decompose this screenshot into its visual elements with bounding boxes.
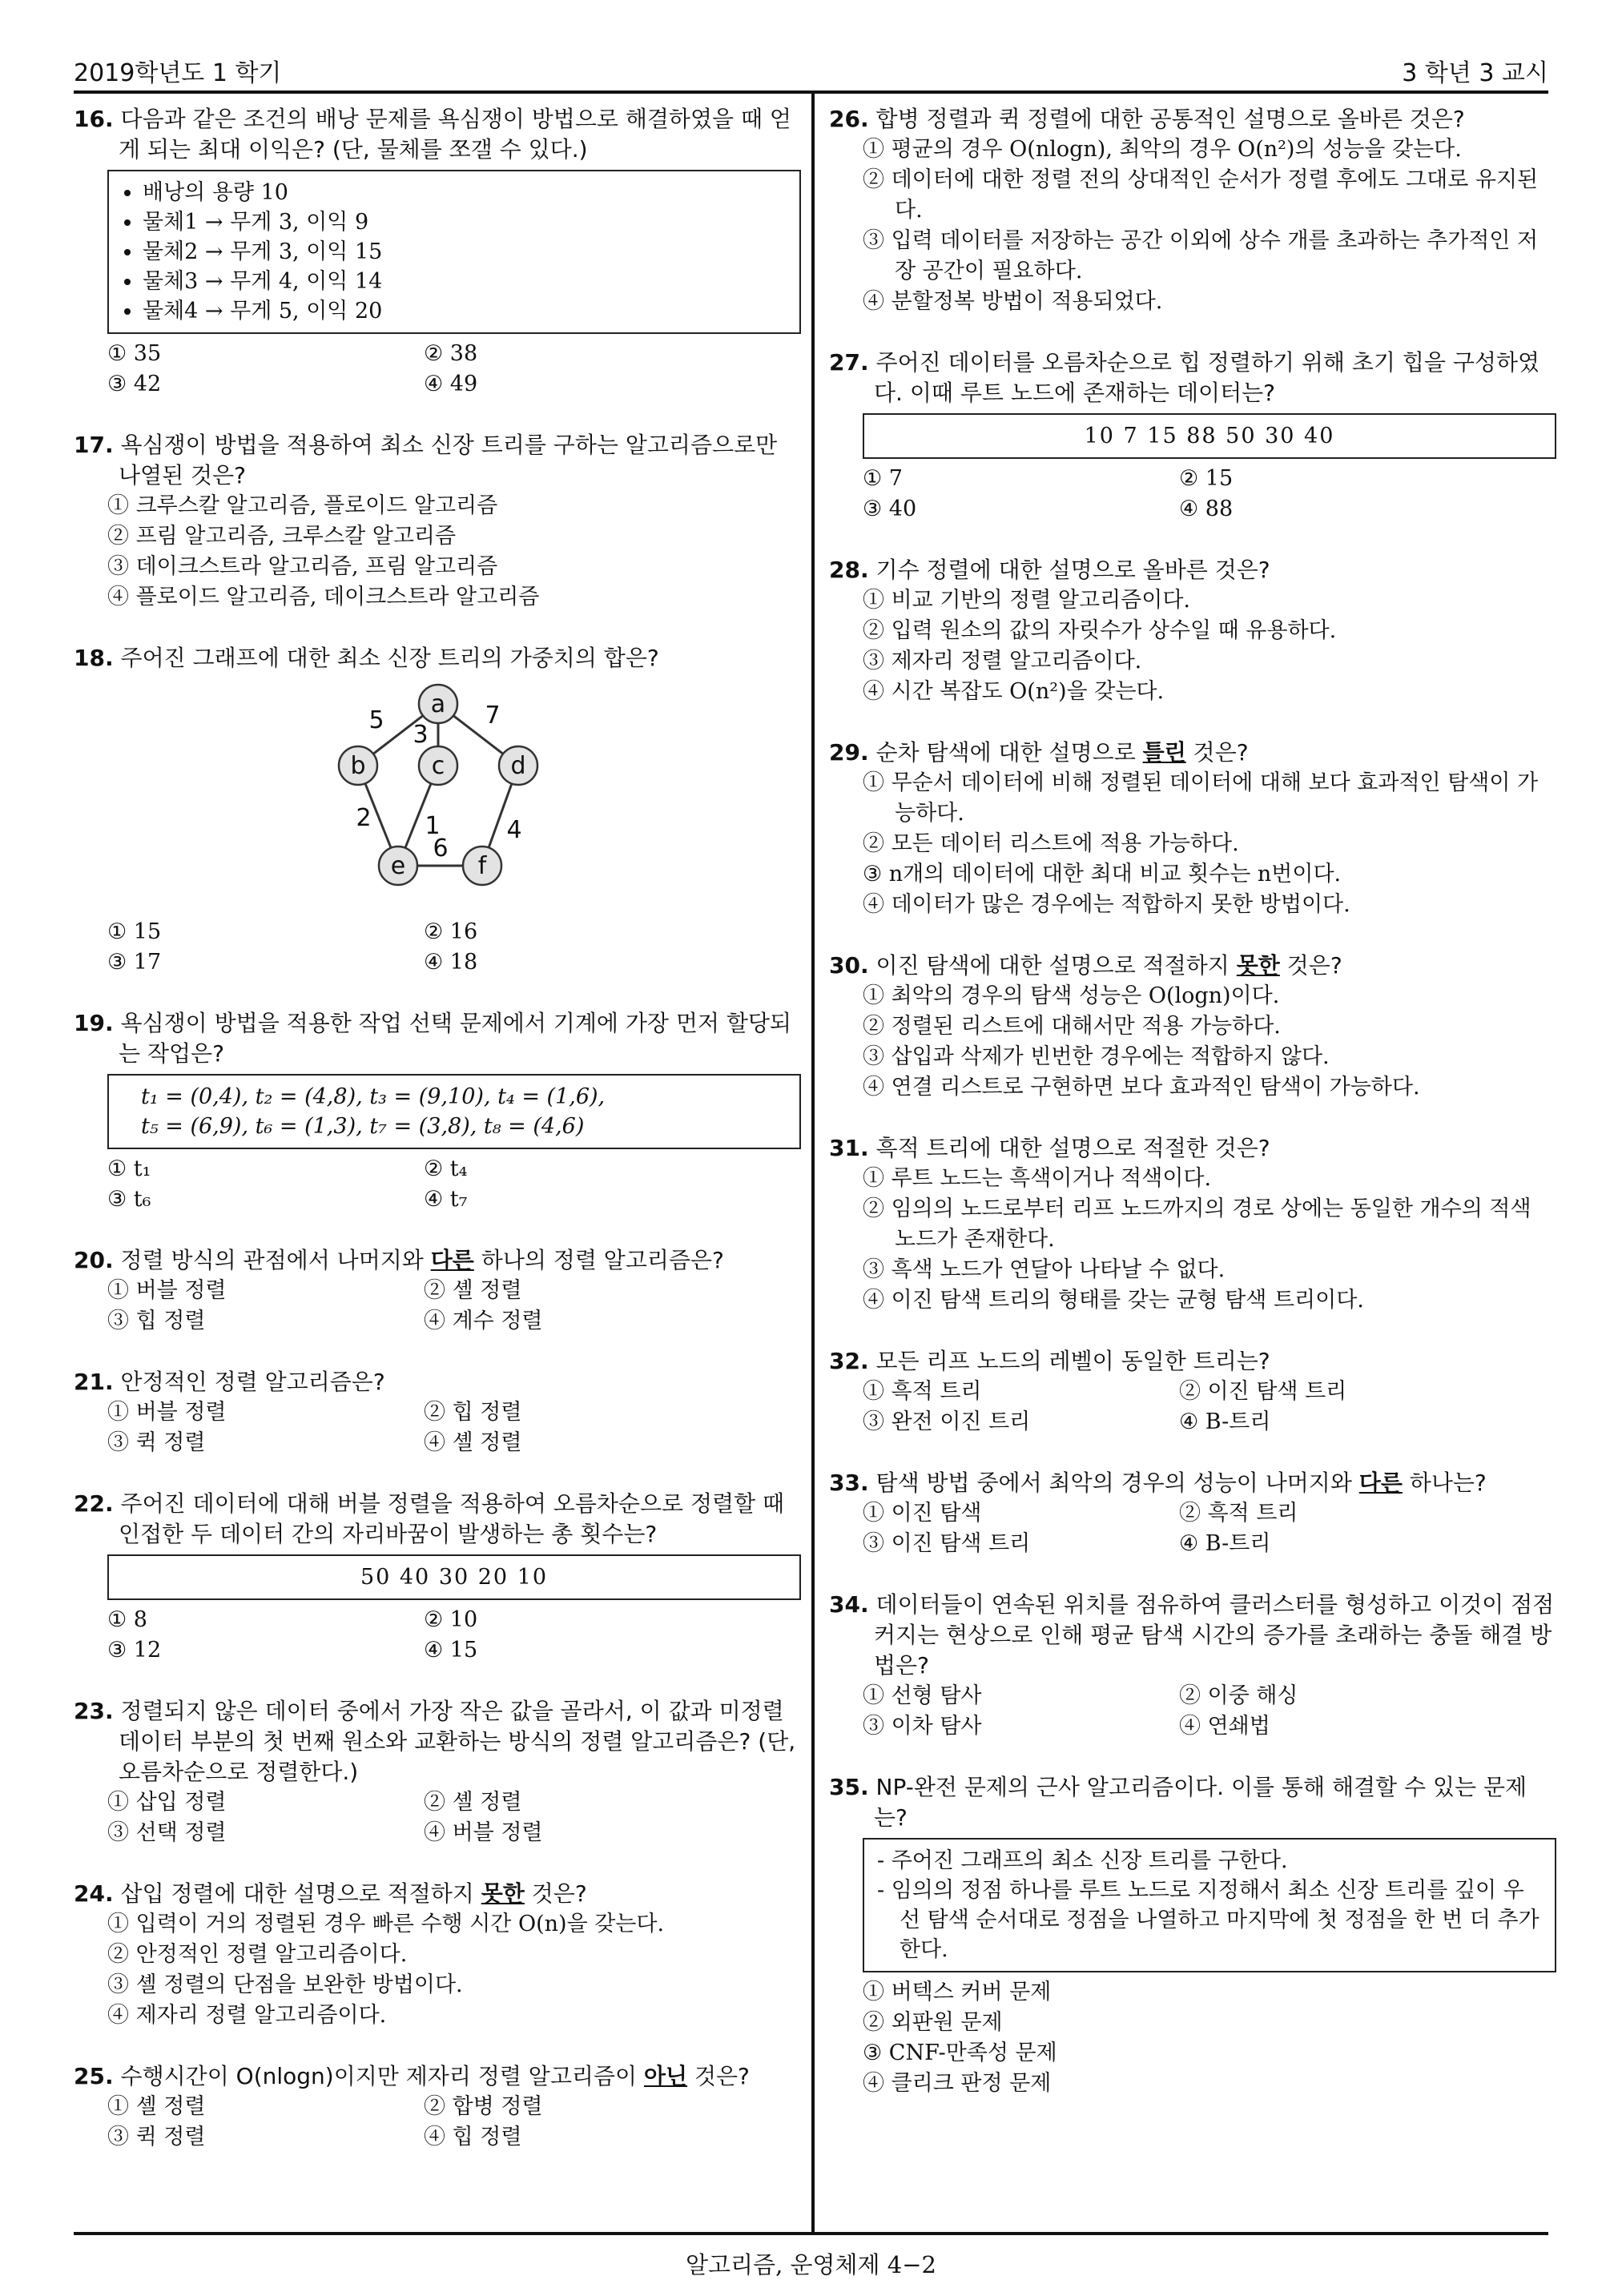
task-list-box — [107, 1074, 801, 1149]
grade-period: 3 학년 3 교시 — [1402, 59, 1548, 87]
box-item: • 물체3 → 무게 4, 이익 14 — [143, 267, 787, 296]
option-2[interactable]: ② 셸 정렬 — [424, 1790, 522, 1815]
options — [74, 1909, 801, 2031]
option-3[interactable]: ③ CNF-만족성 문제 — [863, 2041, 1057, 2065]
option-2[interactable]: ② 16 — [424, 919, 478, 944]
option-3[interactable]: ③ 17 — [107, 950, 162, 975]
option-1[interactable]: ① 크루스칼 알고리즘, 플로이드 알고리즘 — [107, 493, 498, 518]
option-3[interactable]: ③ 40 — [863, 497, 917, 521]
option-3[interactable]: ③ 이진 탐색 트리 — [863, 1531, 1031, 1556]
question-stem: 정렬되지 않은 데이터 중에서 가장 작은 값을 골라서, 이 값과 미정렬 데이터 부분의 첫 번째 원소와 교환하는 방식의 정렬 알고리즘은? (단, 오름차순으로 정렬한다.) — [119, 1698, 796, 1785]
node-label-e: e — [390, 852, 406, 880]
option-4[interactable]: ④ 88 — [1179, 497, 1234, 521]
question-19 — [74, 1008, 801, 1215]
option-4[interactable]: ④ 연결 리스트로 구현하면 보다 효과적인 탐색이 가능하다. — [863, 1075, 1420, 1100]
option-4[interactable]: ④ 제자리 정렬 알고리즘이다. — [107, 2003, 387, 2028]
question-number: 29. — [829, 739, 869, 766]
options — [829, 1681, 1556, 1742]
node-label-f: f — [477, 852, 487, 880]
option-4[interactable]: ④ t₇ — [424, 1187, 468, 1212]
question-stem: 모든 리프 노드의 레벨이 동일한 트리는? — [875, 1348, 1270, 1374]
question-29 — [829, 738, 1556, 920]
task-line: t₁ = (0,4), t₂ = (4,8), t₃ = (9,10), t₄ = (1,6), — [141, 1084, 606, 1109]
question-20 — [74, 1245, 801, 1337]
box-item: • 물체1 → 무게 3, 이익 9 — [143, 207, 787, 237]
condition-box — [107, 170, 801, 334]
question-number: 17. — [74, 432, 114, 458]
option-2[interactable]: ② 이중 해싱 — [1179, 1683, 1298, 1708]
question-stem: 주어진 데이터를 오름차순으로 힙 정렬하기 위해 초기 힙을 구성하였다. 이때 루트 노드에 존재하는 데이터는? — [874, 349, 1540, 406]
data-box: 10 7 15 88 50 30 40 — [863, 413, 1556, 459]
box-item: - 임의의 정점 하나를 루트 노드로 지정해서 최소 신장 트리를 깊이 우선 탐색 순서대로 정점을 나열하고 마지막에 첫 정점을 한 번 더 추가한다. — [877, 1878, 1539, 1962]
option-2[interactable]: ② 모든 데이터 리스트에 적용 가능하다. — [863, 831, 1239, 856]
option-3[interactable]: ③ 제자리 정렬 알고리즘이다. — [863, 649, 1142, 674]
question-stem: 순차 탐색에 대한 설명으로 — [875, 739, 1143, 766]
question-number: 31. — [829, 1135, 869, 1161]
question-stem-end: 것은? — [1185, 739, 1249, 766]
question-stem: 탐색 방법 중에서 최악의 경우의 성능이 나머지와 — [875, 1470, 1359, 1496]
option-4[interactable]: ④ 힙 정렬 — [424, 2125, 522, 2149]
option-1[interactable]: ① 비교 기반의 정렬 알고리즘이다. — [863, 588, 1190, 613]
option-1[interactable]: ① 버블 정렬 — [107, 1400, 227, 1425]
option-4[interactable]: ④ 클리크 판정 문제 — [863, 2071, 1052, 2096]
procedure-box — [863, 1838, 1556, 1972]
question-number: 27. — [829, 349, 869, 376]
emphasis-word: 아닌 — [643, 2063, 688, 2089]
question-33 — [829, 1468, 1556, 1559]
option-4[interactable]: ④ 분할정복 방법이 적용되었다. — [863, 289, 1163, 314]
option-4[interactable]: ④ 연쇄법 — [1179, 1714, 1270, 1739]
option-2[interactable]: ② 입력 원소의 값의 자릿수가 상수일 때 유용하다. — [863, 618, 1337, 643]
weight-df: 4 — [506, 816, 522, 844]
option-3[interactable]: ③ 힙 정렬 — [107, 1309, 206, 1333]
right-column — [829, 104, 1556, 2129]
question-number: 23. — [74, 1698, 114, 1724]
left-column — [74, 104, 801, 2183]
option-3[interactable]: ③ 퀵 정렬 — [107, 1430, 206, 1455]
option-3[interactable]: ③ 42 — [107, 372, 162, 396]
weight-ac: 3 — [413, 721, 429, 749]
question-number: 34. — [829, 1591, 869, 1618]
exam-term: 2019학년도 1 학기 — [74, 59, 282, 87]
options — [74, 1605, 801, 1666]
option-3[interactable]: ③ 이차 탐사 — [863, 1714, 982, 1739]
option-1[interactable]: ① 최악의 경우의 탐색 성능은 O(logn)이다. — [863, 983, 1280, 1008]
option-4[interactable]: ④ 시간 복잡도 O(n²)을 갖는다. — [863, 679, 1165, 704]
option-1[interactable]: ① 버블 정렬 — [107, 1278, 227, 1303]
option-3[interactable]: ③ 완전 이진 트리 — [863, 1409, 1031, 1434]
option-4[interactable]: ④ 데이터가 많은 경우에는 적합하지 못한 방법이다. — [863, 892, 1350, 917]
emphasis-word: 다른 — [430, 1247, 474, 1273]
question-16 — [74, 104, 801, 400]
question-stem: 욕심쟁이 방법을 적용한 작업 선택 문제에서 기계에 가장 먼저 할당되는 작업은? — [119, 1010, 791, 1067]
question-31 — [829, 1133, 1556, 1316]
options — [74, 1154, 801, 1215]
question-number: 19. — [74, 1010, 114, 1036]
emphasis-word: 다른 — [1358, 1470, 1403, 1496]
weight-ad: 7 — [485, 702, 501, 730]
option-2[interactable]: ② 외판원 문제 — [863, 2010, 1003, 2035]
question-number: 16. — [74, 106, 114, 132]
question-stem-end: 것은? — [524, 1880, 587, 1907]
question-25 — [74, 2061, 801, 2153]
options — [74, 339, 801, 400]
question-22 — [74, 1489, 801, 1666]
question-stem: 데이터들이 연속된 위치를 점유하여 클러스터를 형성하고 이것이 점점 커지는 현상으로 인해 평균 탐색 시간의 증가를 초래하는 충돌 해결 방법은? — [874, 1591, 1555, 1679]
question-30 — [829, 951, 1556, 1103]
option-4[interactable]: ④ B-트리 — [1179, 1409, 1271, 1434]
option-1[interactable]: ① 이진 탐색 — [863, 1501, 982, 1526]
node-label-c: c — [431, 752, 445, 780]
node-label-d: d — [510, 752, 526, 780]
question-stem-end: 것은? — [1279, 952, 1342, 979]
question-stem-end: 하나의 정렬 알고리즘은? — [473, 1247, 724, 1273]
question-number: 28. — [829, 557, 869, 583]
option-1[interactable]: ① 셸 정렬 — [107, 2094, 206, 2119]
option-2[interactable]: ② t₄ — [424, 1156, 468, 1181]
question-stem: 다음과 같은 조건의 배낭 문제를 욕심쟁이 방법으로 해결하였을 때 얻게 되는 최대 이익은? (단, 물체를 쪼갤 수 있다.) — [119, 106, 791, 163]
question-34 — [829, 1590, 1556, 1742]
options — [74, 1276, 801, 1337]
page-header — [74, 50, 1548, 88]
question-stem: 정렬 방식의 관점에서 나머지와 — [120, 1247, 431, 1273]
option-1[interactable]: ① 35 — [107, 341, 162, 366]
option-4[interactable]: ④ 15 — [424, 1638, 478, 1663]
question-number: 33. — [829, 1470, 869, 1496]
options — [829, 1164, 1556, 1316]
option-2[interactable]: ② 셸 정렬 — [424, 1278, 522, 1303]
option-1[interactable]: ① t₁ — [107, 1156, 151, 1181]
question-number: 20. — [74, 1247, 114, 1273]
question-35 — [829, 1772, 1556, 2099]
option-3[interactable]: ③ 삽입과 삭제가 빈번한 경우에는 적합하지 않다. — [863, 1044, 1330, 1069]
options — [829, 768, 1556, 920]
options — [74, 491, 801, 613]
node-label-b: b — [350, 752, 366, 780]
option-2[interactable]: ② 프림 알고리즘, 크루스칼 알고리즘 — [107, 524, 457, 549]
option-2[interactable]: ② 10 — [424, 1607, 478, 1632]
question-stem: NP-완전 문제의 근사 알고리즘이다. 이를 통해 해결할 수 있는 문제는? — [874, 1774, 1527, 1831]
option-1[interactable]: ① 평균의 경우 O(nlogn), 최악의 경우 O(n²)의 성능을 갖는다. — [863, 137, 1462, 162]
option-3[interactable]: ③ t₆ — [107, 1187, 151, 1212]
question-number: 22. — [74, 1490, 114, 1517]
emphasis-word: 틀린 — [1142, 739, 1186, 766]
page-footer: 알고리즘, 운영체제 4−2 — [686, 2251, 936, 2278]
question-stem-end: 하나는? — [1402, 1470, 1487, 1496]
question-stem: 합병 정렬과 퀵 정렬에 대한 공통적인 설명으로 올바른 것은? — [875, 106, 1465, 132]
question-stem: 기수 정렬에 대한 설명으로 올바른 것은? — [875, 557, 1270, 583]
options — [74, 1787, 801, 1848]
option-1[interactable]: ① 무순서 데이터에 비해 정렬된 데이터에 대해 보다 효과적인 탐색이 가능하다. — [863, 770, 1539, 826]
question-stem: 주어진 데이터에 대해 버블 정렬을 적용하여 오름차순으로 정렬할 때 인접한 두 데이터 간의 자리바꿈이 발생하는 총 횟수는? — [119, 1490, 785, 1547]
option-4[interactable]: ④ 플로이드 알고리즘, 데이크스트라 알고리즘 — [107, 585, 540, 609]
option-2[interactable]: ② 15 — [1179, 466, 1234, 491]
option-2[interactable]: ② 데이터에 대한 정렬 전의 상대적인 순서가 정렬 후에도 그대로 유지된다. — [863, 167, 1539, 223]
question-stem-end: 것은? — [687, 2063, 750, 2089]
options — [74, 1397, 801, 1458]
option-1[interactable]: ① 7 — [863, 466, 903, 491]
options — [829, 981, 1556, 1103]
column-divider — [811, 94, 815, 2232]
graph-figure — [74, 674, 801, 914]
options — [829, 1977, 1556, 2099]
question-24 — [74, 1879, 801, 2031]
option-2[interactable]: ② 안정적인 정렬 알고리즘이다. — [107, 1942, 408, 1967]
question-17 — [74, 430, 801, 613]
option-3[interactable]: ③ 12 — [107, 1638, 162, 1663]
question-number: 21. — [74, 1369, 114, 1395]
question-27 — [829, 348, 1556, 525]
node-label-a: a — [430, 690, 446, 718]
option-1[interactable]: ① 버텍스 커버 문제 — [863, 1980, 1052, 2004]
option-3[interactable]: ③ n개의 데이터에 대한 최대 비교 횟수는 n번이다. — [863, 862, 1342, 887]
options — [74, 917, 801, 978]
option-3[interactable]: ③ 퀵 정렬 — [107, 2125, 206, 2149]
footer-rule — [74, 2232, 1548, 2235]
question-stem: 이진 탐색에 대한 설명으로 적절하지 — [875, 952, 1237, 979]
option-3[interactable]: ③ 흑색 노드가 연달아 나타날 수 없다. — [863, 1257, 1226, 1282]
emphasis-word: 못한 — [481, 1880, 525, 1907]
option-4[interactable]: ④ 49 — [424, 372, 478, 396]
option-4[interactable]: ④ 18 — [424, 950, 478, 975]
options — [829, 135, 1556, 317]
weight-be: 2 — [356, 804, 372, 832]
option-2[interactable]: ② 임의의 노드로부터 리프 노드까지의 경로 상에는 동일한 개수의 적색 노드가 존재한다. — [863, 1196, 1531, 1252]
options — [829, 1498, 1556, 1559]
option-1[interactable]: ① 흑적 트리 — [863, 1379, 982, 1404]
option-4[interactable]: ④ 버블 정렬 — [424, 1820, 543, 1845]
option-4[interactable]: ④ 계수 정렬 — [424, 1309, 543, 1333]
option-2[interactable]: ② 38 — [424, 341, 478, 366]
option-3[interactable]: ③ 데이크스트라 알고리즘, 프림 알고리즘 — [107, 554, 498, 579]
box-item: • 배낭의 용량 10 — [143, 178, 787, 207]
question-number: 30. — [829, 952, 869, 979]
question-stem: 주어진 그래프에 대한 최소 신장 트리의 가중치의 합은? — [120, 645, 659, 671]
question-21 — [74, 1367, 801, 1458]
question-stem: 욕심쟁이 방법을 적용하여 최소 신장 트리를 구하는 알고리즘으로만 나열된 것은? — [119, 432, 778, 489]
option-4[interactable]: ④ 이진 탐색 트리의 형태를 갖는 균형 탐색 트리이다. — [863, 1288, 1364, 1313]
option-3[interactable]: ③ 셸 정렬의 단점을 보완한 방법이다. — [107, 1972, 463, 1997]
option-3[interactable]: ③ 입력 데이터를 저장하는 공간 이외에 상수 개를 초과하는 추가적인 저장 공간이 필요하다. — [863, 228, 1539, 283]
option-1[interactable]: ① 루트 노드는 흑색이거나 적색이다. — [863, 1166, 1212, 1191]
option-1[interactable]: ① 선형 탐사 — [863, 1683, 982, 1708]
question-number: 24. — [74, 1880, 114, 1907]
question-stem: 수행시간이 O(nlogn)이지만 제자리 정렬 알고리즘이 — [120, 2063, 644, 2089]
question-18 — [74, 643, 801, 978]
box-item: - 주어진 그래프의 최소 신장 트리를 구한다. — [877, 1848, 1288, 1873]
options — [829, 464, 1556, 525]
weight-ab: 5 — [368, 706, 384, 734]
box-item: • 물체2 → 무게 3, 이익 15 — [143, 237, 787, 267]
option-4[interactable]: ④ 셸 정렬 — [424, 1430, 522, 1455]
question-stem: 흑적 트리에 대한 설명으로 적절한 것은? — [875, 1135, 1270, 1161]
option-2[interactable]: ② 이진 탐색 트리 — [1179, 1379, 1347, 1404]
question-26 — [829, 104, 1556, 317]
option-1[interactable]: ① 입력이 거의 정렬된 경우 빠른 수행 시간 O(n)을 갖는다. — [107, 1912, 665, 1936]
question-number: 25. — [74, 2063, 114, 2089]
question-number: 26. — [829, 106, 869, 132]
question-number: 35. — [829, 1774, 869, 1800]
option-2[interactable]: ② 힙 정렬 — [424, 1400, 522, 1425]
options — [74, 2092, 801, 2153]
question-number: 18. — [74, 645, 114, 671]
question-number: 32. — [829, 1348, 869, 1374]
option-1[interactable]: ① 8 — [107, 1607, 147, 1632]
question-stem: 삽입 정렬에 대한 설명으로 적절하지 — [120, 1880, 481, 1907]
option-4[interactable]: ④ B-트리 — [1179, 1531, 1271, 1556]
options — [829, 585, 1556, 707]
option-2[interactable]: ② 합병 정렬 — [424, 2094, 543, 2119]
option-1[interactable]: ① 삽입 정렬 — [107, 1790, 227, 1815]
weight-ef: 6 — [433, 834, 449, 863]
question-23 — [74, 1696, 801, 1848]
box-item: • 물체4 → 무게 5, 이익 20 — [143, 296, 787, 326]
question-stem: 안정적인 정렬 알고리즘은? — [120, 1369, 385, 1395]
option-2[interactable]: ② 흑적 트리 — [1179, 1501, 1298, 1526]
weight-ce: 1 — [425, 812, 441, 840]
option-3[interactable]: ③ 선택 정렬 — [107, 1820, 227, 1845]
emphasis-word: 못한 — [1236, 952, 1280, 979]
task-line: t₅ = (6,9), t₆ = (1,3), t₇ = (3,8), t₈ = (4,6) — [141, 1114, 585, 1139]
data-box: 50 40 30 20 10 — [107, 1554, 801, 1600]
option-2[interactable]: ② 정렬된 리스트에 대해서만 적용 가능하다. — [863, 1014, 1281, 1039]
option-1[interactable]: ① 15 — [107, 919, 162, 944]
question-32 — [829, 1346, 1556, 1438]
question-28 — [829, 555, 1556, 707]
options — [829, 1377, 1556, 1438]
